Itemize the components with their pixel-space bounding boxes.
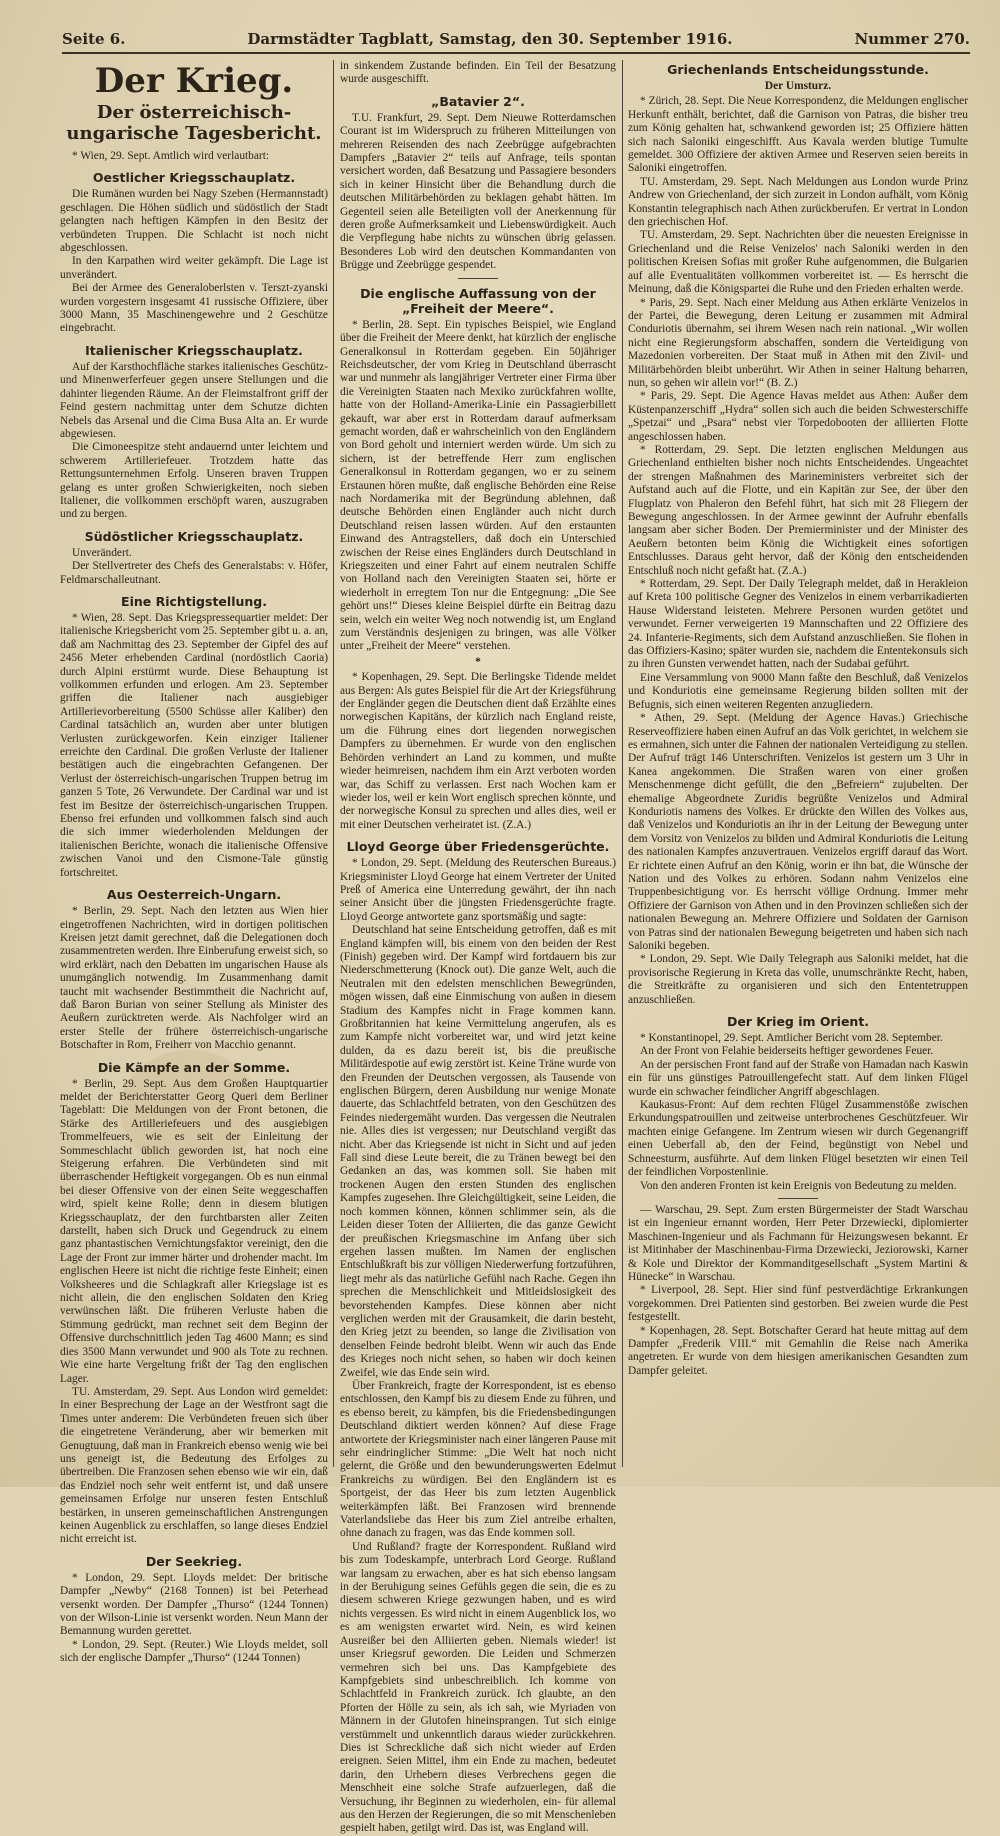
section-heading: Eine Richtigstellung. (121, 593, 267, 609)
separator-star: * (475, 655, 481, 668)
article-paragraph: — Warschau, 29. Sept. Zum ersten Bürgermeister der Stadt Warschau ist ein Ingenieur ernannt worden, Herr Peter Drzewiecki, diplomierter Maschinen-Ingenieur und als Fachmann für Heizungswesen bekannt. Er ist Mitinhaber der Maschinenbau-Firma Drzewiecki, Jeziorowski, Karner & Kole und Direktor der Kommanditgesellschaft „System Martini & Hünecke“ in Warschau. (628, 1203, 968, 1283)
article-paragraph: Eine Versammlung von 9000 Mann faßte den Beschluß, daß Venizelos und Konduriotis eine gemeinsame Regierung bilden sollten mit der Befugnis, sich einen weiteren Regenten anzugliedern. (628, 671, 968, 711)
article-paragraph: An der persischen Front fand auf der Straße von Hamadan nach Kaswin ein für uns günstiges Patrouillengefecht statt. Auf dem linken Flügel wurde ein schwacher feindlicher Angriff abgeschlagen. (628, 1058, 969, 1098)
column-3 (628, 60, 968, 1469)
divider (458, 278, 498, 279)
section-heading: „Batavier 2“. (431, 93, 525, 109)
article-paragraph: * Wien, 28. Sept. Das Kriegspressequartier meldet: Der italienische Kriegsbericht vom 25. September gibt u. a. an, daß am Nachmittag des 23. September der Gipfel des auf 2456 Meter erhebenden Cardinal (nordöstlich Caoria) durch Alpini erstürmt wurde. Diese Behauptung ist vollkommen erfunden und erlogen. Am 23. September griffen die Italiener nach ausgiebiger Artillerievorbereitung (5500 Schüsse aller Kaliber) den Cardinal tatsächlich an, wurden aber unter blutigen Verlusten zurückgeworfen. Kein einziger Italiener erreichte den Cardinal. Die großen Verluste der Italiener bestätigen auch die eingebrachten Gefangenen. Der Verlust der österreichisch-ungarischen Truppen betrug im ganzen 5 Tote, 26 Verwundete. Der Cardinal war und ist fest im Besitze der österreichisch-ungarischen Truppen. Ebenso frei erfunden und vollkommen falsch sind auch die sich immer wiederholenden Meldungen der italienischen Berichte, wonach die italienische Offensive zwischen Vanoi und den Cismone-Tale günstig fortschreitet. (60, 611, 328, 879)
article-paragraph: * Athen, 29. Sept. (Meldung der Agence Havas.) Griechische Reserveoffiziere haben einen Aufruf an das Volk gerichtet, in welchem sie es ermahnen, sich unter die Fahnen der nationalen Verteidigung zu stellen. Der Aufruf trägt 146 Unterschriften. Venizelos ist gestern um 3 Uhr in Kanea angekommen. Die Straßen waren von einer großen Menschenmenge dicht gefüllt, die den „Befreiern“ zujubelten. Der ehemalige Abgeordnete Zuridis begrüßte Venizelos und Admiral Konduriotis namens des Volkes. Er drückte den Willen des Volkes aus, daß Venizelos und Konduriotis an ihr in der Leitung der Bewegung unter dem Vorsitz von Venizelos zu bilden und Admiral Konduriotis die Leitung des nationalen Kampfes anzuvertrauen. Venizelos ergriff darauf das Wort. Er richtete einen Aufruf an den König, worin er ihn bat, die Wünsche der Nation und des Volkes zu erhören. Sodann nahm Venizelos eine Truppenbesichtigung vor. Es herrscht völlige Ordnung. Immer mehr Offiziere der Garnison von Athen und in den Provinzen schließen sich der nationalen Bewegung an. Mehrere Offiziere und Soldaten der Garnison von Patras sind der nationalen Bewegung beigetreten und haben sich nach Saloniki begeben. (628, 712, 968, 952)
article-paragraph: * Konstantinopel, 29. Sept. Amtlicher Bericht vom 28. September. (640, 1032, 943, 1045)
article-paragraph: * Liverpool, 28. Sept. Hier sind fünf pestverdächtige Erkrankungen vorgekommen. Drei Patienten sind gestorben. Bei zweien wurde die Pest festgestellt. (628, 1284, 968, 1324)
article-paragraph: * Paris, 29. Sept. Nach einer Meldung aus Athen erklärte Venizelos in der Partei, die Bewegung, deren Leitung er zusammen mit Admiral Conduriotis übernahm, sei ihrem Wesen nach rein national. „Wir wollen nicht eine Regierungsform abschaffen, sondern die Verteidigung von Mazedonien vorbereiten. Der Staat muß in Athen mit den Zivil- und Militärbehörden bleibt unberührt. Wir Athen in seiner Haltung beharren, nun, so gehen wir allein vor!“ (B. Z.) (628, 296, 968, 389)
article-paragraph: * London, 29. Sept. (Reuter.) Wie Lloyds meldet, soll sich der englische Dampfer „Thurso“ (1244 Tonnen) (60, 1638, 328, 1665)
section-heading: Südöstlicher Kriegsschauplatz. (84, 528, 304, 544)
article-paragraph: TU. Amsterdam, 29. Sept. Nachrichten über die neuesten Ereignisse in Griechenland und die Reise Venizelos' nach Saloniki werden in den politischen Kreisen Sofias mit großer Ruhe aufgenommen, die Bulgarien auf alle Eventualitäten vollkommen vorbereitet ist. — Es herrscht die Meinung, daß die Königspartei die Ruhe und den Frieden erhalten werde. (628, 229, 968, 296)
article-paragraph: * Paris, 29. Sept. Die Agence Havas meldet aus Athen: Außer dem Küstenpanzerschiff „Hydra“ sollen sich auch die beiden Schwesterschiffe „Spetzai“ und „Psara“ nebst vier Torpedobooten der alliierten Flotte angeschlossen haben. (628, 390, 968, 443)
article-paragraph: * Kopenhagen, 29. Sept. Die Berlingske Tidende meldet aus Bergen: Als gutes Beispiel für die Art der Kriegsführung der Engländer gegen die Deutschen dient daß Erzählte eines norwegischen Kapitäns, der kürzlich nach England reiste, um die Führung eines dort liegenden norwegischen Dampfers zu übernehmen. Er wurde von den englischen Behörden verhindert an Land zu kommen, und mußte wieder heimreisen, nachdem ihm ein Arzt verboten worden war, das Schiff zu verlassen. Erst nach Wochen kam er wieder los, weil er kein Wort englisch sprechen könnte, und der norwegische Konsul zu sprechen und alles dies, weil er mit einer Deutschen verheiratet ist. (Z.A.) (340, 671, 616, 831)
article-paragraph: * Zürich, 28. Sept. Die Neue Korrespondenz, die Meldungen englischer Herkunft enthält, berichtet, daß die Garnison von Patras, die bisher treu zum König gehalten hat, schwankend geworden ist; 25 Offiziere hätten sich nach Saloniki eingeschifft. Aus Kavala werden blutige Tumulte gemeldet. 300 Offiziere der aktiven Armee und Reserven seien bereits in Saloniki eingetroffen. (628, 95, 968, 175)
article-paragraph: Der Stellvertreter des Chefs des Generalstabs: v. Höfer, Feldmarschalleutnant. (60, 560, 328, 586)
article-paragraph: * Kopenhagen, 28. Sept. Botschafter Gerard hat heute mittag auf dem Dampfer „Frederik VIII.“ mit Gemahlin die Reise nach Amerika angetreten. Er wurde von dem hiesigen amerikanischen Gesandten zum Dampfer geleitet. (628, 1324, 968, 1377)
article-paragraph: TU. Amsterdam, 29. Sept. Nach Meldungen aus London wurde Prinz Andrew von Griechenland, der sich zurzeit in London aufhält, vom König Konstantin telegraphisch nach Athen zurückberufen. Er vertrat in London den griechischen Hof. (628, 175, 968, 229)
section-heading: Italienischer Kriegsschauplatz. (85, 342, 303, 358)
article-paragraph: in sinkendem Zustande befinden. Ein Teil der Besatzung wurde ausgeschifft. (340, 60, 616, 86)
section-heading: Aus Oesterreich-Ungarn. (106, 887, 282, 903)
article-paragraph: * London, 29. Sept. Wie Daily Telegraph aus Saloniki meldet, hat die provisorische Regierung in Kreta das volle, unumschränkte Recht, haben, die Streitkräfte zu organisieren und sich den Ententetruppen anzuschließen. (628, 953, 968, 1006)
section-heading: Der Krieg im Orient. (726, 1014, 870, 1030)
divider (778, 1198, 818, 1199)
column-1 (60, 60, 328, 1665)
article-paragraph: Auf der Karsthochfläche starkes italienisches Geschütz- und Minenwerferfeuer gegen unsere Stellungen und die dahinter liegenden Räume. An der Fleimstalfront griff der Feind gestern nachmittag unter dem Schutze dichten Nebels das Arsenal und die Cima Busa Alta an. Er wurde abgewiesen. (60, 360, 328, 440)
article-paragraph: Deutschland hat seine Entscheidung getroffen, daß es mit England kämpfen will, bis einem von den beiden der Rest (Finish) gegeben wird. Der Kampf wird fortdauern bis zur Niederschmetterung (Knock out). Die ganze Welt, auch die Neutralen mit den edelsten menschlichen Bewegründen, mögen wissen, daß eine Einmischung von außen in diesem Stadium des Kampfes nicht in Frage kommen kann. Großbritannien hat keine Vermittelung angerufen, als es zum Kampfe nicht vorbereitet war, und wird jetzt keine dulden, da es dazu bereit ist, bis die preußische Militärdespotie auf ewig zerstört ist. Keine Träne wurde von den Freunden der Deutschen vergossen, als Tausende von englischen Bürgern, deren Ausbildung nur wenige Monate dauerte, das Schlachtfeld betraten, von den Geschützen des Feindes niedergemäht wurden. Das vergessen die Neutralen nie. Alles dies ist vergessen; nur Deutschland vergißt das nicht. Aber das Kriegsende ist nicht in Sicht und auf jeden Fall sind diese Leute bereit, die zu Tränen bewegt bei den Gedanken an das, was kommen soll. Sie haben mit trockenen Augen den ersten Stunden des englischen Kampfes zugesehen. Ihre Gleichgültigkeit, seine Leiden, die noch kommen können, können schlimmer sein, als die Leiden dieser Toten der Alliierten, die das ganze Gewicht der preußischen Kriegsmaschine im Anfang über sich ergehen lassen mußten. Im Namen der englischen Entschlußkraft bis zur völligen Niederwerfung fortzuführen, liegt mehr als das natürliche Gefühl nach Rache. Gegen ihn sprechen die Menschlichkeit und Mitleidslosigkeit des bevorstehenden Kampfes. Diese können aber nicht verglichen werden mit der Grausamkeit, die darin besteht, den Krieg jetzt zu beenden, so lange die Zivilisation von denselben Feinde bedroht bleibt. Wenn wir auch das Ende des Krieges noch nicht sehen, so haben wir doch keinen Zweifel, wie das Ende sein wird. (340, 924, 616, 1379)
article-paragraph: Von den anderen Fronten ist kein Ereignis von Bedeutung zu melden. (640, 1179, 957, 1192)
article-paragraph: Unverändert. (72, 546, 132, 559)
article-paragraph: Und Rußland? fragte der Korrespondent. Rußland wird bis zum Todeskampfe, unterbrach Lord George. Rußland war langsam zu erwachen, aber es hat sich ebenso langsam in der Beruhigung seines Gefühls gegen die sein, die es zu diesem schweren Kriege gezwungen haben, und es wird nichts vergessen. Es wird nicht in einem Augenblick los, wo es am wenigsten erwartet wird. Nein, es wird keinen Ausreißer bei den Alliierten geben. Niemals wieder! ist unser Kriegsruf geworden. Die Leiden und Schmerzen vermehren sich bei uns. Das Kampfgebiete des Kampfgebiets sind unbeschreiblich. Ich komme von Schlachtfeld in Frankreich zurück. Ich glaubte, an den Pforten der Hölle zu sein, als ich sah, wie Myriaden von Männern in der Glutofen hineinsprangen. Tut sich einige verstümmelt und unkenntlich daraus wieder zurückkehren. Dies ist Schreckliche daß sich nicht wieder auf Erden ereignen. Seien Mittel, ihm ein Ende zu machen, bedeutet darin, den Urhebern dieses Verbrechens gegen die Menschheit eine solche Strafe aufzuerlegen, daß die Versuchung, ihr Beginnen zu wiederholen, ein- für allemal aus den Herzen der Regierungen, die so mit Menschenleben gespielt haben, getilgt wird. Das ist, was England will. (340, 1540, 616, 1835)
column-divider (333, 60, 334, 1467)
article-paragraph: Über Frankreich, fragte der Korrespondent, ist es ebenso entschlossen, den Kampf bis zu diesem Ende zu führen, und es ebenso bereit, zu kämpfen, bis die Friedensbedingungen Deutschland diktiert werden können? Auf diese Frage antwortete der Kriegsminister nach einer längeren Pause mit sehr eindringlicher Stimme: „Die Welt hat noch nicht gelernt, die Größe und den bewunderungswerten Edelmut Frankreichs zu würdigen. Bei den Engländern ist es Sportgeist, der das Heer bis zum letzten Augenblick weiterkämpfen läßt. Bei Franzosen wird brennende Vaterlandsliebe das Heer bis zum Ziel antreibe erhalten, ohne danach zu fragen, was das Ende kommen soll. (340, 1379, 616, 1540)
article-paragraph: In den Karpathen wird weiter gekämpft. Die Lage ist unverändert. (60, 255, 328, 281)
main-headline: Der Krieg. (94, 61, 294, 101)
article-paragraph: * Berlin, 29. Sept. Nach den letzten aus Wien hier eingetroffenen Nachrichten, wird in dortigen politischen Kreisen jetzt damit gerechnet, daß die Delegationen doch zusammentreten werden. Ihre Einberufung erweist sich, so wird erklärt, nach den Debatten im ungarischen Hause als unumgänglich notwendig. Im Zusammenhang damit taucht mit wachsender Bestimmtheit die Nachricht auf, daß Baron Burian von seiner Stellung als Minister des Aeußern zurücktreten werde. Als Nachfolger wird an erster Stelle der frühere österreichisch-ungarische Botschafter in Rom, Freiherr von Macchio genannt. (60, 905, 328, 1052)
article-paragraph: T.U. Frankfurt, 29. Sept. Dem Nieuwe Rotterdamschen Courant ist im Widerspruch zu früheren Mitteilungen von mehreren Reisenden des nach Zeebrügge aufgebrachten Dampfers „Batavier 2“ teils auf Anfrage, teils spontan versichert worden, daß Besatzung und Passagiere besonders sich in keiner Hinsicht über die Behandlung durch die deutschen Militärbehörden zu beklagen gehabt hätten. Im Gegenteil seien alle Beteiligten voll der Anerkennung für deren große Aufmerksamkeit und Liebenswürdigkeit. Auch die Verpflegung habe nichts zu wünschen übrig gelassen. Besonderes Lob wird den deutschen Kommandanten von Brügge und Zeebrügge gespendet. (340, 111, 616, 272)
article-paragraph: * London, 29. Sept. Lloyds meldet: Der britische Dampfer „Newby“ (2168 Tonnen) ist bei Peterhead versenkt worden. Der Dampfer „Thurso“ (1244 Tonnen) von der Wilson-Linie ist versenkt worden. Neun Mann der Bemannung wurden gerettet. (60, 1571, 328, 1638)
column-2 (340, 60, 616, 1835)
article-paragraph: Die Rumänen wurden bei Nagy Szeben (Hermannstadt) geschlagen. Die Höhen südlich und südöstlich der Stadt gelangten nach heftigen Kämpfen in den Besitz der verbündeten Truppen. Die Schlacht ist noch nicht abgeschlossen. (60, 188, 328, 255)
sub-headline: Der österreichisch-ungarische Tagesbericht. (66, 102, 322, 144)
dateline: * Wien, 29. Sept. Amtlich wird verlautbart: (72, 150, 270, 162)
section-heading: Griechenlands Entscheidungsstunde. (667, 62, 929, 77)
article-paragraph: * Berlin, 29. Sept. Aus dem Großen Hauptquartier meldet der Berichterstatter Georg Queri dem Berliner Tageblatt: Die Meldungen von der Front betonen, die Stärke des Artilleriefeuers und des ausgiebigen Trommelfeuers, wie es seit der Einleitung der Sommeschlacht üblich geworden ist, hat noch eine Steigerung erfahren. Die Verbündeten sind mit überraschender Heftigkeit vorgegangen. Ob es nun einmal bei dieser Offensive von der einen Seite weggeschaffen wird, spielt keine Rolle; denn in diesem blutigen Kriegsschauplatz, der den furchtbarsten aller Zeiten darstellt, haben sich Druck und Gegendruck zu einem ganz phantastischen Vernichtungsfaktor vereinigt, den die Lage der Front zur immer härter und drohender macht. Im englischen Heere ist nicht die richtige feste Einheit; einen Volksheeres und die Schlagkraft aller Kriegslage ist es nicht allein, die den englischen Soldaten den Krieg verwünschen läßt. Die früheren Verluste haben die Stimmung gedrückt, man rechnet seit dem Beginn der Offensive durchschnittlich jeden Tag 4600 Mann; es sind dies 3500 Mann verwundet und 900 als Tote zu rechnen. Wie eine harte Vergeltung frißt der Tag den englischen Lager. (60, 1077, 328, 1385)
article-paragraph: * Berlin, 28. Sept. Ein typisches Beispiel, wie England über die Freiheit der Meere denkt, hat kürzlich der englische Generalkonsul in Rotterdam gegeben. Ein 50jähriger Reichsdeutscher, der vom Krieg in Deutschland überrascht war und nunmehr als langjähriger Vertreter einer Firma über die Vereinigten Staaten nach Mexiko zurückfahren wollte, hatte von der Holland-Amerika-Linie ein Passagierbillett gekauft, war aber erst in Rotterdam darauf aufmerksam gemacht worden, daß er wahrscheinlich von den Engländern von Bord geholt und interniert werden würde. Um sich zu sichern, ist der betreffende Herr zum englischen Generalkonsul in Rotterdam gegangen, wo er zu seinem Erstaunen hören mußte, daß englische Behörden eine Reise nach Nordamerika mit der Begründung ablehnen, daß deutsche Behörden einen Engländer auch nicht durch Deutschland reisen lassen würden. Auf den erstaunten Einwand des Antragstellers, daß doch ein Unterschied zwischen der Reise eines Engländers durch Deutschland in Kriegszeiten und einer Fahrt auf einem neutralen Schiffe von Holland nach den Vereinigten Staaten sei, hörte er wiederholt in erregtem Ton nur die Entgegnung: „Die See gehört uns!“ Dieses kleine Beispiel dürfte ein Beitrag dazu sein, welch ein weiter Weg noch notwendig ist, um England zum Verständnis desjenigen zu bringen, was alle Völker unter „Freiheit der Meere“ verstehen. (340, 318, 616, 653)
article-paragraph: An der Front von Felahie beiderseits heftiger gewordenes Feuer. (640, 1045, 934, 1058)
section-heading: Die englische Auffassung von der „Freiheit der Meere“. (360, 285, 596, 316)
section-heading: Der Seekrieg. (145, 1553, 243, 1569)
section-heading: Lloyd George über Friedensgerüchte. (346, 839, 610, 855)
article-paragraph: Die Cimoneespitze steht andauernd unter leichtem und schwerem Artilleriefeuer. Trotzdem hatte das Rettungsunternehmen Erfolg. Unseren braven Truppen gelang es unter großen Schwierigkeiten, noch sieben Italiener, die vollkommen erschöpft waren, auszugraben und zu bergen. (60, 441, 328, 521)
section-subheading: Der Umsturz. (764, 80, 832, 92)
article-paragraph: * London, 29. Sept. (Meldung des Reuterschen Bureaus.) Kriegsminister Lloyd George hat einem Vertreter der United Preß of America eine Unterredung gewährt, der ihn nach seiner Ansicht über die jüngsten Friedensgerüchte fragte. Lloyd George antwortete ganz sportsmäßig und sagte: (340, 857, 616, 923)
section-heading: Die Kämpfe an der Somme. (97, 1059, 291, 1075)
masthead (62, 30, 970, 54)
page-number: Seite 6. (62, 30, 126, 48)
article-paragraph: Bei der Armee des Generaloberlsten v. Terszt-zyanski wurden vorgestern insgesamt 41 russische Offiziere, über 3000 Mann, 35 Maschinengewehre und 2 Geschütze eingebracht. (60, 282, 328, 335)
article-paragraph: * Rotterdam, 29. Sept. Der Daily Telegraph meldet, daß in Herakleion auf Kreta 100 politische Gegner des Venizelos in einem verbarrikadierten Hause Widerstand leisteten. Mehrere Personen wurden getötet und verwundet. Ferner verweigerten 19 Mannschaften und 22 Offiziere des 24. Infanterie-Regiments, sich dem Aufstand anzuschließen. Sie flohen in das Offiziers-Kasino; später wurden sie, nachdem die Ententekonsuls sich zu ihren Gunsten verwendet hatten, nach der Sudabai geführt. (628, 578, 968, 671)
paper-title: Darmstädter Tagblatt, Samstag, den 30. September 1916. (247, 30, 733, 48)
issue-number: Nummer 270. (854, 30, 970, 48)
article-paragraph: * Rotterdam, 29. Sept. Die letzten englischen Meldungen aus Griechenland enthielten bisher noch nichts Entscheidendes. Ungeachtet der strengen Maßnahmen des Marineministers verbreitet sich der Aufstand auch auf die Flotte, und ein Kapitän zur See, der über den Flugplatz von Phaleron den Befehl führt, hat sich mit 28 Fliegern der Bewegung angeschlossen. In der Armee gewinnt der Aufruhr ebenfalls langsam aber sicher Boden. Der Premierminister und der Minister des Aeußern betonten beim König die Wichtigkeit eines sofortigen Entschlusses. Daraus geht hervor, daß der König den entscheidenden Entschluß noch nicht gefaßt hat. (Z.A.) (628, 443, 968, 577)
column-divider (622, 60, 623, 1467)
article-paragraph: Kaukasus-Front: Auf dem rechten Flügel Zusammenstöße zwischen Erkundungspatrouillen und zeitweise unterbrochenes Geschützfeuer. Wir machten einige Gefangene. Im Zentrum wiesen wir durch Gegenangriff einen Ueberfall ab, den der Feind, begünstigt von Nebel und Schneesturm, ausführte. Auf dem linken Flügel besetzten wir einen Teil der feindlichen Vorpostenlinie. (628, 1099, 968, 1179)
section-heading: Oestlicher Kriegsschauplatz. (92, 170, 296, 186)
article-paragraph: TU. Amsterdam, 29. Sept. Aus London wird gemeldet: In einer Besprechung der Lage an der Westfront sagt die Times unter anderem: Die Verbündeten freuen sich über die eingetretene Veränderung, aber wir bemerken mit Genugtuung, daß man in Frankreich ebenso wenig wie bei uns geneigt ist, die Bedeutung des Erfolges zu übertreiben. Die Franzosen sehen ebenso wie wir ein, daß das Endziel noch sehr weit entfernt ist, und daß unsere gemeinsamen Erfolge nur unseren festen Entschluß bestärken, in unseren gemeinschaftlichen Anstrengungen keinen Augenblick zu erschlaffen, so lange dieses Endziel nicht erreicht ist. (60, 1385, 328, 1546)
